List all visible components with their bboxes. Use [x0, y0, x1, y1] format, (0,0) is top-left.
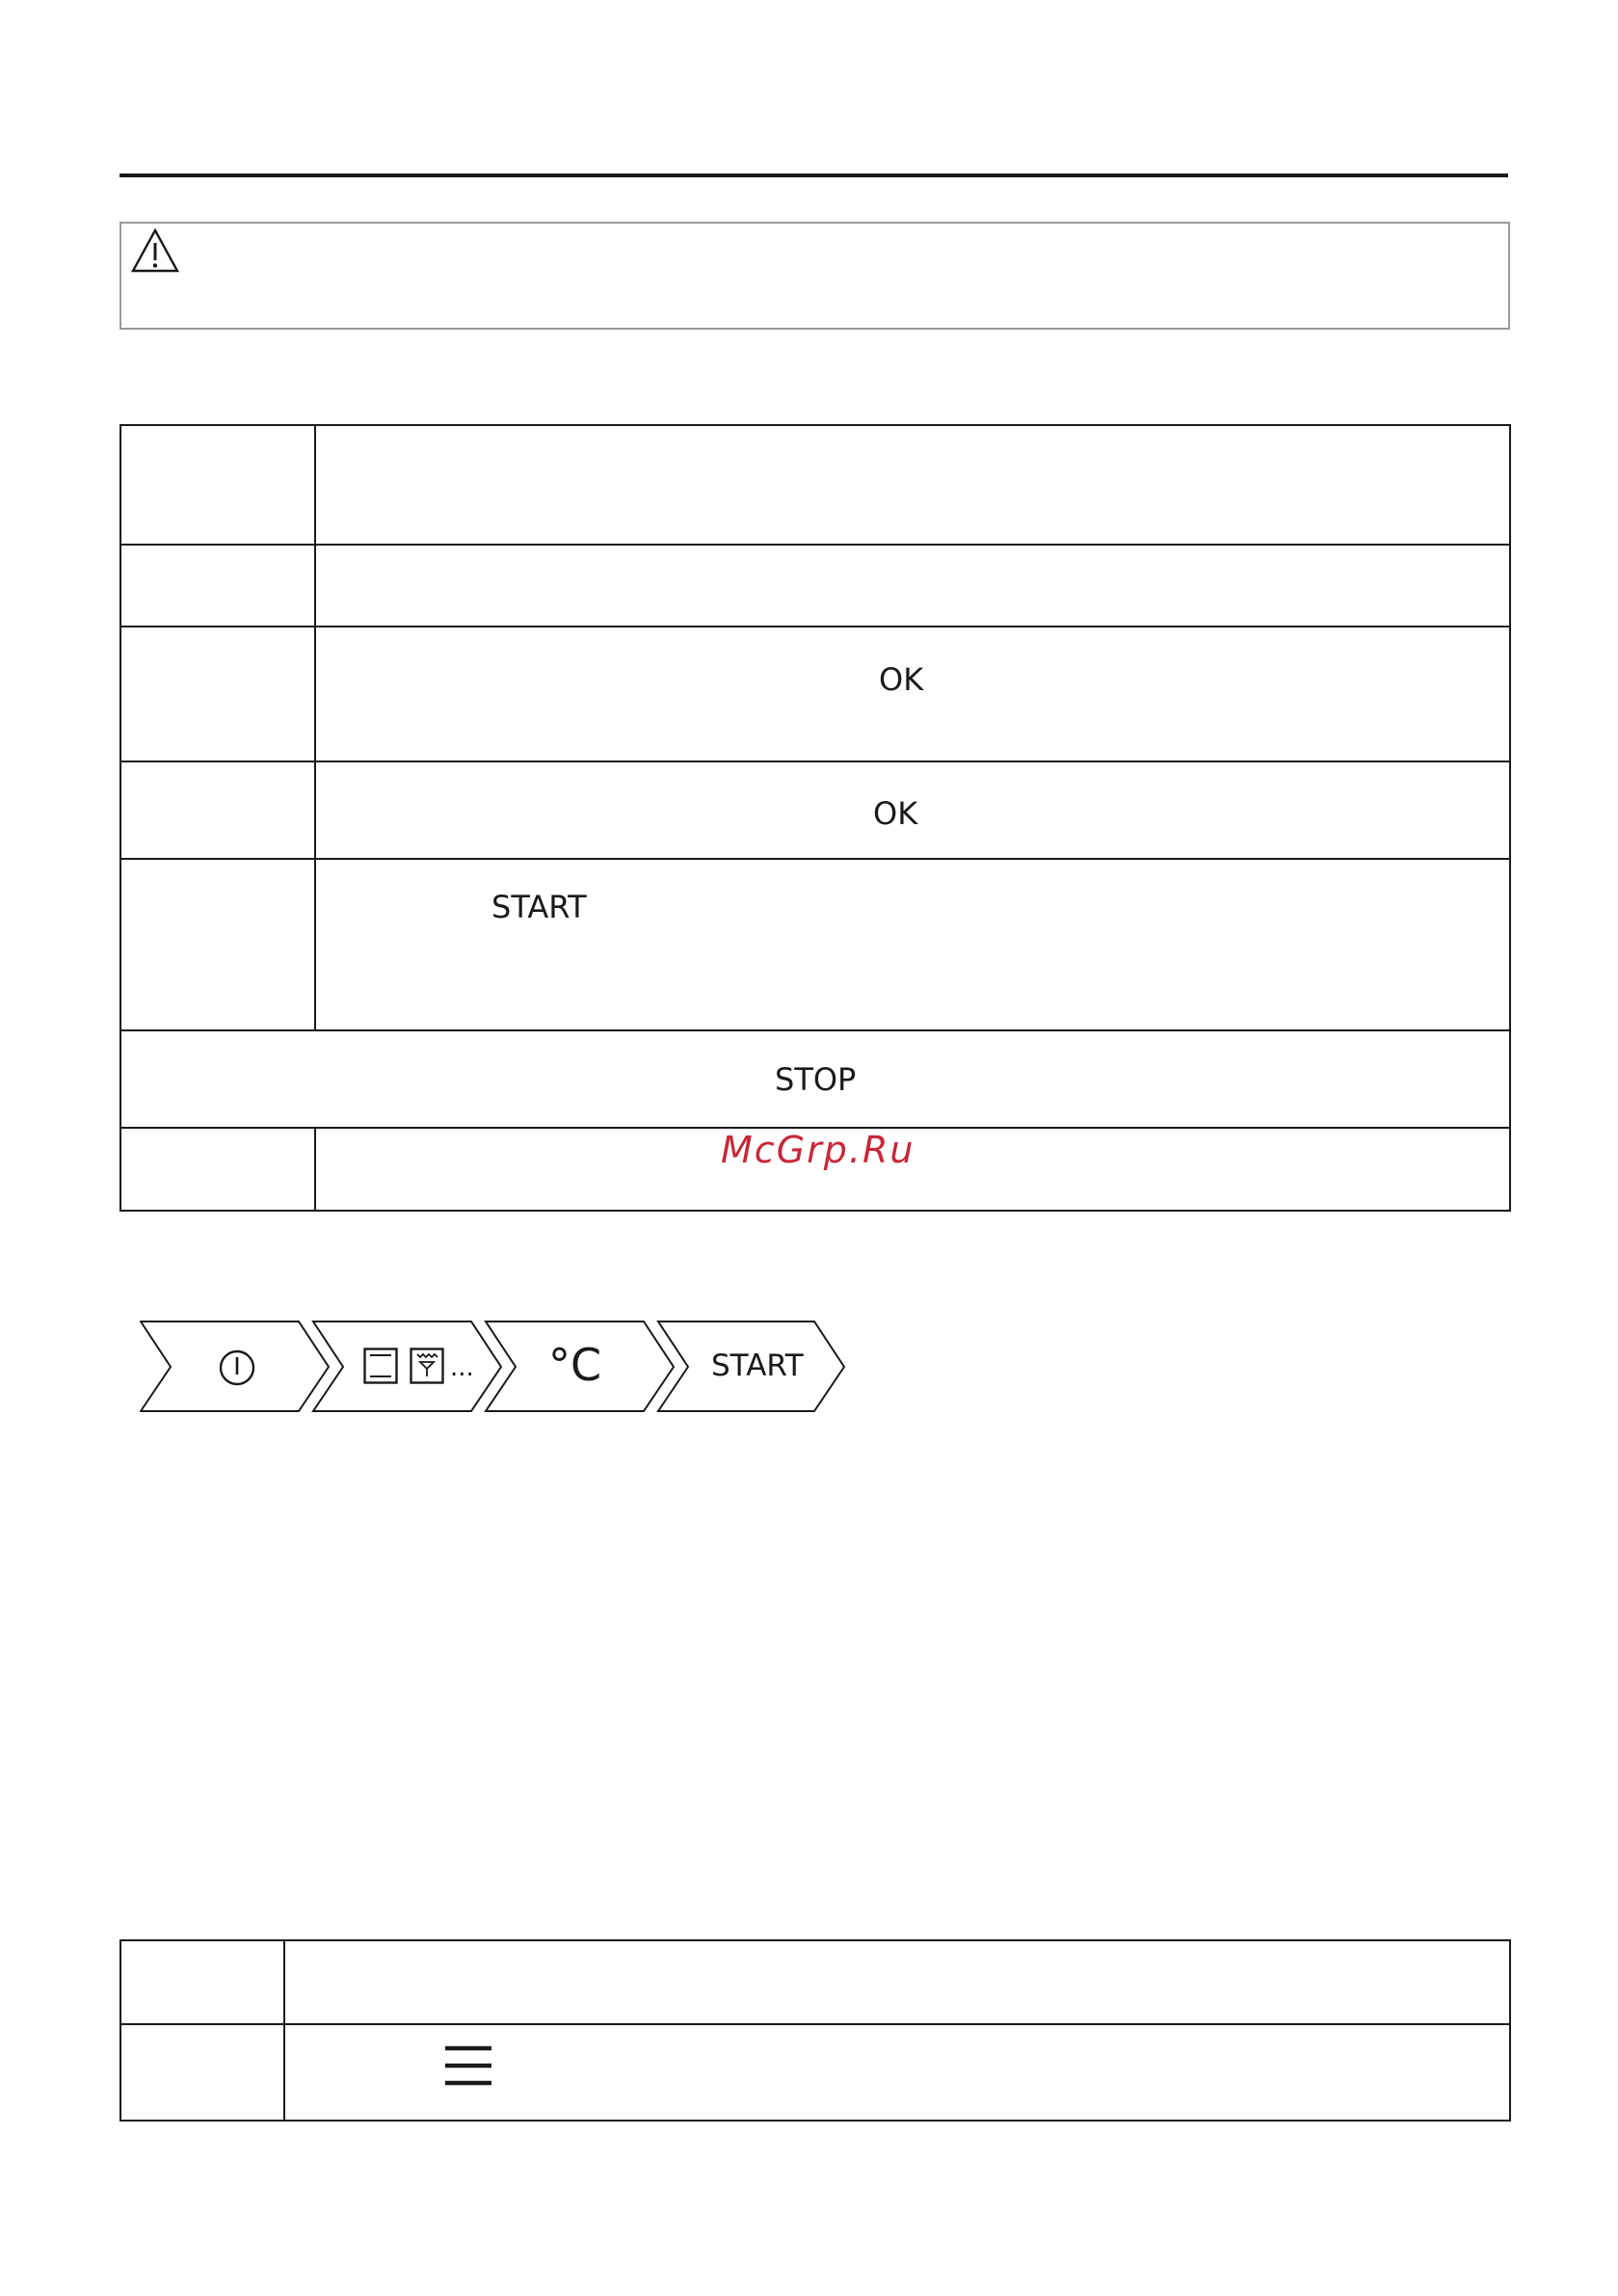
oven-conventional-icon — [363, 1348, 398, 1384]
ok-key-label: OK — [879, 661, 924, 698]
step-number-cell — [120, 2024, 284, 2121]
table-row — [120, 545, 1510, 627]
step-description-cell — [284, 2024, 1510, 2121]
temperature-icon: °C — [548, 1339, 602, 1391]
step-number-cell — [120, 627, 315, 761]
watermark-text: McGrp.Ru — [721, 1129, 915, 1171]
step-number-cell — [120, 761, 315, 859]
operation-sequence — [140, 1321, 848, 1413]
ok-key-label: OK — [873, 795, 918, 832]
oven-fan-grill-icon — [410, 1348, 444, 1384]
table-row — [120, 1940, 1510, 2024]
step-description-cell — [284, 1940, 1510, 2024]
header-rule — [119, 174, 1508, 177]
start-label: START — [711, 1348, 804, 1383]
step-number-cell — [120, 1128, 315, 1211]
step-description-cell — [315, 425, 1510, 545]
table-row — [120, 761, 1510, 859]
step-description-cell — [315, 859, 1510, 1030]
stop-note-cell — [120, 1030, 1510, 1128]
table-row — [120, 859, 1510, 1030]
step-number-cell — [120, 859, 315, 1030]
steps-table — [119, 424, 1511, 1212]
oven-function-icons — [363, 1348, 479, 1390]
start-key-label: START — [491, 889, 587, 925]
menu-icon — [445, 2044, 491, 2087]
warning-triangle-icon — [130, 227, 180, 274]
step-description-cell — [315, 761, 1510, 859]
table-row — [120, 627, 1510, 761]
table-row — [120, 2024, 1510, 2121]
step-number-cell — [120, 545, 315, 627]
bottom-table — [119, 1939, 1511, 2122]
power-icon — [219, 1349, 255, 1386]
step-description-cell — [315, 627, 1510, 761]
step-description-cell — [315, 1128, 1510, 1211]
more-functions-ellipsis: ... — [450, 1353, 474, 1382]
step-number-cell — [120, 425, 315, 545]
warning-box — [119, 222, 1510, 330]
stop-key-label: STOP — [775, 1061, 857, 1098]
table-row — [120, 425, 1510, 545]
step-description-cell — [315, 545, 1510, 627]
step-number-cell — [120, 1940, 284, 2024]
table-row — [120, 1030, 1510, 1128]
table-row — [120, 1128, 1510, 1211]
